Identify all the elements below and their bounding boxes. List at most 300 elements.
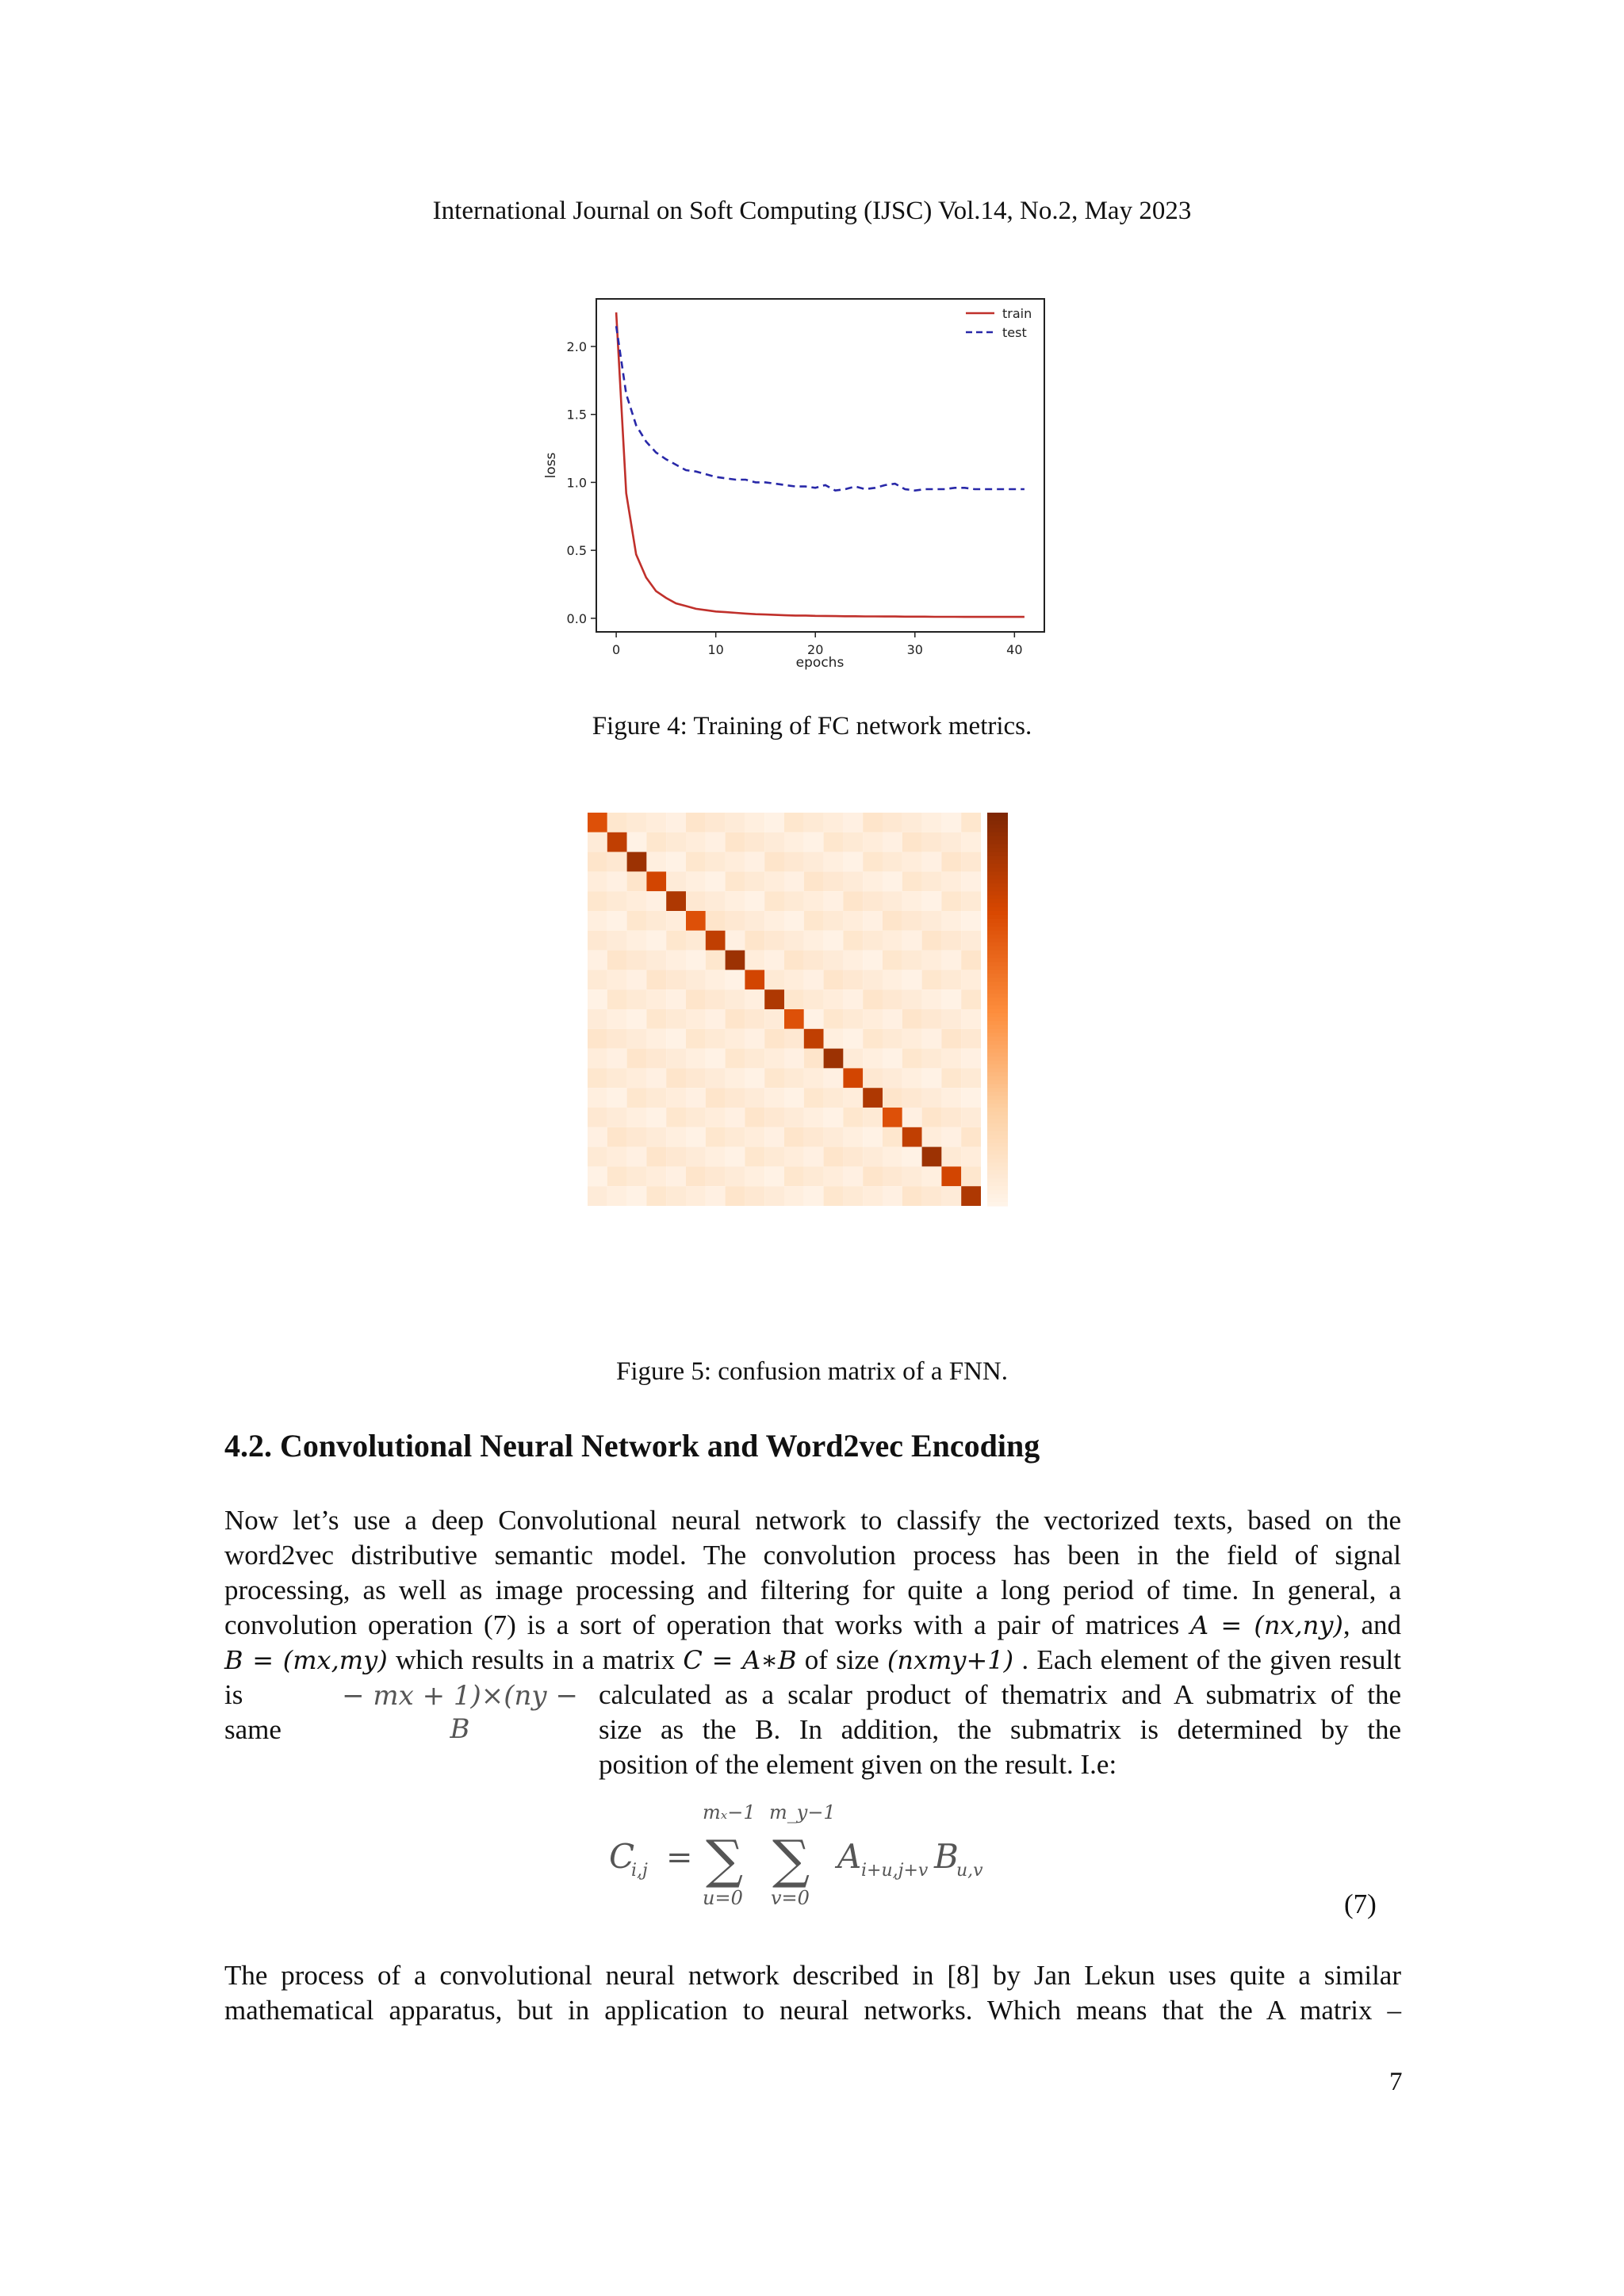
colorbar-band bbox=[987, 931, 1008, 936]
cm-cell bbox=[706, 931, 726, 951]
cm-cell bbox=[607, 1049, 627, 1069]
cm-cell bbox=[706, 911, 726, 931]
cm-cell bbox=[941, 1049, 961, 1069]
cm-cell bbox=[588, 1166, 607, 1186]
cm-cell bbox=[824, 1088, 844, 1108]
cm-cell bbox=[745, 1166, 764, 1186]
cm-cell bbox=[726, 951, 745, 970]
cm-cell bbox=[627, 1088, 647, 1108]
eq-a: A bbox=[837, 1837, 862, 1876]
cm-cell bbox=[922, 970, 942, 989]
cm-cell bbox=[824, 1108, 844, 1127]
cm-cell bbox=[706, 1068, 726, 1088]
cm-cell bbox=[961, 1108, 981, 1127]
cm-cell bbox=[784, 1186, 804, 1206]
math-size: (nxmy+1) bbox=[887, 1645, 1014, 1675]
cm-cell bbox=[902, 852, 922, 872]
colorbar-band bbox=[987, 1139, 1008, 1144]
cm-cell bbox=[843, 813, 863, 832]
cm-cell bbox=[686, 970, 706, 989]
cm-cell bbox=[627, 1029, 647, 1049]
cm-cell bbox=[726, 911, 745, 931]
cm-cell bbox=[902, 1088, 922, 1108]
cm-cell bbox=[824, 1029, 844, 1049]
cm-cell bbox=[686, 911, 706, 931]
cm-cell bbox=[883, 813, 902, 832]
cm-cell bbox=[941, 891, 961, 911]
colorbar-band bbox=[987, 1155, 1008, 1160]
cm-cell bbox=[804, 1068, 824, 1088]
cm-cell bbox=[726, 1147, 745, 1167]
cm-cell bbox=[784, 951, 804, 970]
x-tick-label: 40 bbox=[1006, 642, 1023, 657]
colorbar-band bbox=[987, 1127, 1008, 1132]
cm-cell bbox=[941, 1166, 961, 1186]
cm-cell bbox=[902, 989, 922, 1009]
colorbar-band bbox=[987, 970, 1008, 974]
para1-left-column bbox=[224, 1678, 282, 1747]
cm-cell bbox=[745, 970, 764, 989]
para2-line2: mathematical apparatus, but in application to neural networks. Which means that the A matrix – bbox=[224, 1995, 1401, 2026]
cm-cell bbox=[706, 1049, 726, 1069]
cm-cell bbox=[764, 970, 784, 989]
cm-cell bbox=[588, 970, 607, 989]
cm-cell bbox=[607, 1166, 627, 1186]
cm-cell bbox=[764, 871, 784, 891]
colorbar-band bbox=[987, 1068, 1008, 1073]
colorbar-band bbox=[987, 852, 1008, 857]
figure5-confusion-matrix bbox=[575, 805, 1019, 1272]
colorbar-band bbox=[987, 1072, 1008, 1077]
cm-cell bbox=[902, 1029, 922, 1049]
cm-cell bbox=[706, 1029, 726, 1049]
cm-cell bbox=[627, 911, 647, 931]
colorbar-band bbox=[987, 860, 1008, 865]
cm-cell bbox=[843, 1029, 863, 1049]
journal-header: International Journal on Soft Computing (IJSC) Vol.14, No.2, May 2023 bbox=[432, 197, 1192, 225]
colorbar-band bbox=[987, 927, 1008, 932]
cm-cell bbox=[804, 1127, 824, 1147]
cm-cell bbox=[883, 931, 902, 951]
colorbar-band bbox=[987, 887, 1008, 892]
y-tick-label: 1.5 bbox=[566, 407, 587, 423]
colorbar-band bbox=[987, 863, 1008, 868]
eq-b: B bbox=[934, 1837, 959, 1876]
cm-cell bbox=[941, 813, 961, 832]
cm-cell bbox=[961, 1068, 981, 1088]
legend-train-label: train bbox=[1002, 306, 1032, 321]
eq-sum2: ∑ bbox=[772, 1829, 810, 1890]
cm-cell bbox=[686, 1049, 706, 1069]
cm-cell bbox=[646, 871, 666, 891]
cm-cell bbox=[863, 852, 883, 872]
cm-cell bbox=[804, 1108, 824, 1127]
cm-cell bbox=[726, 1127, 745, 1147]
cm-cell bbox=[607, 951, 627, 970]
cm-cell bbox=[941, 832, 961, 852]
colorbar bbox=[987, 813, 1008, 1207]
para1-line4 bbox=[224, 1608, 1401, 1643]
cm-cell bbox=[863, 1147, 883, 1167]
cm-cell bbox=[824, 1049, 844, 1069]
cm-cell bbox=[784, 911, 804, 931]
cm-cell bbox=[824, 852, 844, 872]
cm-cell bbox=[726, 1186, 745, 1206]
colorbar-band bbox=[987, 915, 1008, 920]
page-number: 7 bbox=[1389, 2068, 1403, 2096]
cm-cell bbox=[745, 1147, 764, 1167]
cm-cell bbox=[764, 1186, 784, 1206]
cm-cell bbox=[686, 951, 706, 970]
cm-cell bbox=[784, 1029, 804, 1049]
cm-cell bbox=[666, 931, 686, 951]
cm-cell bbox=[804, 1049, 824, 1069]
colorbar-band bbox=[987, 879, 1008, 884]
cm-cell bbox=[941, 1147, 961, 1167]
cm-cell bbox=[902, 911, 922, 931]
cm-cell bbox=[922, 951, 942, 970]
para1-line7: size as the B. In addition, the submatrix is determined by the bbox=[599, 1714, 1401, 1745]
cm-cell bbox=[607, 1186, 627, 1206]
cm-cell bbox=[902, 1166, 922, 1186]
cm-cell bbox=[843, 1127, 863, 1147]
colorbar-band bbox=[987, 955, 1008, 959]
cm-cell bbox=[666, 1088, 686, 1108]
cm-cell bbox=[804, 1147, 824, 1167]
cm-cell bbox=[824, 970, 844, 989]
cm-cell bbox=[706, 970, 726, 989]
colorbar-band bbox=[987, 1057, 1008, 1062]
legend-test-label: test bbox=[1002, 325, 1027, 340]
colorbar-band bbox=[987, 985, 1008, 990]
cm-cell bbox=[686, 1009, 706, 1029]
colorbar-band bbox=[987, 1115, 1008, 1120]
cm-cell bbox=[804, 852, 824, 872]
colorbar-band bbox=[987, 1190, 1008, 1195]
cm-cell bbox=[784, 1009, 804, 1029]
cm-cell bbox=[804, 813, 824, 832]
cm-cell bbox=[863, 1088, 883, 1108]
cm-cell bbox=[902, 970, 922, 989]
cm-cell bbox=[804, 989, 824, 1009]
eq-sum2-upper: m_y−1 bbox=[769, 1801, 836, 1823]
x-tick-label: 20 bbox=[807, 642, 824, 657]
cm-cell bbox=[883, 911, 902, 931]
colorbar-band bbox=[987, 1104, 1008, 1108]
colorbar-band bbox=[987, 943, 1008, 947]
cm-cell bbox=[764, 1127, 784, 1147]
cm-cell bbox=[824, 832, 844, 852]
cm-cell bbox=[607, 852, 627, 872]
cm-cell bbox=[784, 1127, 804, 1147]
cm-cell bbox=[745, 1186, 764, 1206]
cm-cell bbox=[902, 1049, 922, 1069]
colorbar-band bbox=[987, 825, 1008, 829]
cm-cell bbox=[686, 1068, 706, 1088]
cm-cell bbox=[902, 931, 922, 951]
eq-a-sub: i+u,j+v bbox=[861, 1861, 929, 1881]
cm-cell bbox=[764, 1009, 784, 1029]
math-fragment-2: B bbox=[450, 1713, 470, 1745]
cm-cell bbox=[666, 1009, 686, 1029]
cm-cell bbox=[646, 832, 666, 852]
x-tick-label: 10 bbox=[707, 642, 724, 657]
cm-cell bbox=[843, 989, 863, 1009]
cm-cell bbox=[843, 911, 863, 931]
cm-cell bbox=[941, 1029, 961, 1049]
cm-cell bbox=[726, 891, 745, 911]
colorbar-band bbox=[987, 1151, 1008, 1156]
cm-cell bbox=[627, 813, 647, 832]
cm-cell bbox=[764, 931, 784, 951]
colorbar-band bbox=[987, 1162, 1008, 1167]
cm-cell bbox=[824, 911, 844, 931]
cm-cell bbox=[824, 1166, 844, 1186]
cm-cell bbox=[646, 1166, 666, 1186]
cm-cell bbox=[627, 1009, 647, 1029]
cm-cell bbox=[588, 1147, 607, 1167]
colorbar-band bbox=[987, 1096, 1008, 1100]
colorbar-band bbox=[987, 1088, 1008, 1093]
colorbar-band bbox=[987, 1182, 1008, 1187]
cm-cell bbox=[883, 970, 902, 989]
cm-cell bbox=[784, 989, 804, 1009]
word-is: is bbox=[224, 1679, 243, 1710]
colorbar-band bbox=[987, 939, 1008, 943]
cm-cell bbox=[745, 931, 764, 951]
cm-cell bbox=[804, 970, 824, 989]
cm-cell bbox=[646, 1049, 666, 1069]
cm-cell bbox=[863, 891, 883, 911]
cm-cell bbox=[843, 1108, 863, 1127]
cm-cell bbox=[646, 1009, 666, 1029]
cm-cell bbox=[843, 1166, 863, 1186]
cm-cell bbox=[764, 1088, 784, 1108]
colorbar-band bbox=[987, 813, 1008, 817]
cm-cell bbox=[726, 1049, 745, 1069]
cm-cell bbox=[824, 989, 844, 1009]
colorbar-band bbox=[987, 867, 1008, 872]
colorbar-band bbox=[987, 1009, 1008, 1014]
cm-cell bbox=[745, 813, 764, 832]
cm-cell bbox=[843, 871, 863, 891]
cm-cell bbox=[588, 813, 607, 832]
cm-cell bbox=[843, 1088, 863, 1108]
colorbar-band bbox=[987, 1198, 1008, 1203]
colorbar-band bbox=[987, 1131, 1008, 1136]
cm-cell bbox=[883, 989, 902, 1009]
cm-cell bbox=[824, 1009, 844, 1029]
cm-cell bbox=[666, 832, 686, 852]
cm-cell bbox=[607, 970, 627, 989]
cm-cell bbox=[804, 871, 824, 891]
cm-cell bbox=[764, 951, 784, 970]
cm-cell bbox=[843, 832, 863, 852]
cm-cell bbox=[588, 871, 607, 891]
cm-cell bbox=[726, 813, 745, 832]
cm-cell bbox=[706, 1009, 726, 1029]
cm-cell bbox=[883, 1186, 902, 1206]
cm-cell bbox=[824, 931, 844, 951]
colorbar-band bbox=[987, 828, 1008, 833]
cm-cell bbox=[588, 891, 607, 911]
cm-cell bbox=[646, 1108, 666, 1127]
colorbar-band bbox=[987, 871, 1008, 876]
cm-cell bbox=[922, 911, 942, 931]
cm-cell bbox=[804, 1009, 824, 1029]
colorbar-band bbox=[987, 1100, 1008, 1104]
cm-cell bbox=[627, 970, 647, 989]
colorbar-band bbox=[987, 899, 1008, 904]
cm-cell bbox=[764, 989, 784, 1009]
cm-cell bbox=[646, 989, 666, 1009]
cm-cell bbox=[627, 891, 647, 911]
cm-cell bbox=[804, 832, 824, 852]
x-tick-label: 0 bbox=[612, 642, 621, 657]
colorbar-band bbox=[987, 1170, 1008, 1175]
cm-cell bbox=[745, 1029, 764, 1049]
cm-cell bbox=[627, 1166, 647, 1186]
equation-number: (7) bbox=[1344, 1888, 1377, 1919]
cm-cell bbox=[706, 852, 726, 872]
cm-cell bbox=[764, 891, 784, 911]
cm-cell bbox=[726, 1029, 745, 1049]
cm-cell bbox=[686, 1127, 706, 1147]
cm-cell bbox=[726, 970, 745, 989]
cm-cell bbox=[824, 1186, 844, 1206]
cm-cell bbox=[784, 1049, 804, 1069]
cm-cell bbox=[646, 1088, 666, 1108]
colorbar-band bbox=[987, 1143, 1008, 1148]
cm-cell bbox=[607, 1029, 627, 1049]
cm-cell bbox=[726, 1088, 745, 1108]
colorbar-band bbox=[987, 974, 1008, 978]
colorbar-band bbox=[987, 982, 1008, 986]
colorbar-band bbox=[987, 883, 1008, 888]
cm-cell bbox=[588, 1029, 607, 1049]
cm-cell bbox=[764, 1147, 784, 1167]
cm-cell bbox=[843, 1068, 863, 1088]
cm-cell bbox=[824, 1068, 844, 1088]
cm-cell bbox=[941, 1108, 961, 1127]
cm-cell bbox=[883, 1147, 902, 1167]
cm-cell bbox=[863, 1068, 883, 1088]
cm-cell bbox=[922, 871, 942, 891]
cm-cell bbox=[883, 951, 902, 970]
cm-cell bbox=[784, 871, 804, 891]
cm-cell bbox=[745, 1108, 764, 1127]
cm-cell bbox=[804, 1029, 824, 1049]
cm-cell bbox=[824, 1147, 844, 1167]
cm-cell bbox=[646, 970, 666, 989]
cm-cell bbox=[961, 852, 981, 872]
cm-cell bbox=[607, 911, 627, 931]
cm-cell bbox=[824, 871, 844, 891]
cm-cell bbox=[745, 989, 764, 1009]
cm-cell bbox=[726, 832, 745, 852]
colorbar-band bbox=[987, 1147, 1008, 1152]
cm-cell bbox=[764, 852, 784, 872]
cm-cell bbox=[627, 1068, 647, 1088]
cm-cell bbox=[686, 1166, 706, 1186]
cm-cell bbox=[666, 1108, 686, 1127]
cm-cell bbox=[824, 813, 844, 832]
cm-cell bbox=[863, 1166, 883, 1186]
cm-cell bbox=[883, 1108, 902, 1127]
cm-cell bbox=[607, 931, 627, 951]
cm-cell bbox=[706, 832, 726, 852]
cm-cell bbox=[863, 931, 883, 951]
cm-cell bbox=[588, 911, 607, 931]
cm-cell bbox=[706, 1166, 726, 1186]
cm-cell bbox=[784, 832, 804, 852]
cm-cell bbox=[706, 891, 726, 911]
cm-cell bbox=[588, 989, 607, 1009]
cm-cell bbox=[961, 989, 981, 1009]
cm-cell bbox=[922, 1147, 942, 1167]
text-run: which results in a matrix bbox=[395, 1644, 676, 1675]
cm-cell bbox=[745, 1088, 764, 1108]
colorbar-band bbox=[987, 1053, 1008, 1058]
cm-cell bbox=[726, 1166, 745, 1186]
cm-cell bbox=[588, 852, 607, 872]
colorbar-band bbox=[987, 1029, 1008, 1034]
colorbar-band bbox=[987, 966, 1008, 970]
cm-cell bbox=[784, 1088, 804, 1108]
cm-cell bbox=[646, 951, 666, 970]
cm-cell bbox=[863, 813, 883, 832]
cm-cell bbox=[706, 1147, 726, 1167]
cm-cell bbox=[941, 1068, 961, 1088]
cm-cell bbox=[824, 951, 844, 970]
cm-cell bbox=[804, 931, 824, 951]
cm-cell bbox=[941, 1088, 961, 1108]
cm-cell bbox=[883, 1029, 902, 1049]
figure5-caption: Figure 5: confusion matrix of a FNN. bbox=[615, 1357, 1009, 1386]
colorbar-band bbox=[987, 1186, 1008, 1191]
cm-cell bbox=[902, 1009, 922, 1029]
cm-cell bbox=[843, 891, 863, 911]
cm-cell bbox=[607, 891, 627, 911]
colorbar-band bbox=[987, 875, 1008, 880]
cm-cell bbox=[726, 931, 745, 951]
cm-cell bbox=[804, 1088, 824, 1108]
cm-cell bbox=[686, 852, 706, 872]
colorbar-band bbox=[987, 1049, 1008, 1054]
text-run: convolution operation (7) is a sort of operation that works with a pair of matrices bbox=[224, 1609, 1180, 1640]
y-tick-label: 0.0 bbox=[566, 610, 587, 626]
cm-cell bbox=[863, 1127, 883, 1147]
cm-cell bbox=[627, 1108, 647, 1127]
cm-cell bbox=[607, 1009, 627, 1029]
colorbar-band bbox=[987, 911, 1008, 916]
colorbar-band bbox=[987, 993, 1008, 998]
cm-cell bbox=[804, 951, 824, 970]
cm-cell bbox=[666, 1186, 686, 1206]
cm-cell bbox=[804, 891, 824, 911]
cm-cell bbox=[588, 1049, 607, 1069]
cm-cell bbox=[922, 989, 942, 1009]
cm-cell bbox=[863, 871, 883, 891]
cm-cell bbox=[706, 951, 726, 970]
cm-cell bbox=[726, 871, 745, 891]
cm-cell bbox=[588, 1009, 607, 1029]
cm-cell bbox=[824, 1127, 844, 1147]
colorbar-band bbox=[987, 947, 1008, 951]
colorbar-band bbox=[987, 1064, 1008, 1069]
colorbar-band bbox=[987, 1045, 1008, 1050]
cm-cell bbox=[784, 1068, 804, 1088]
